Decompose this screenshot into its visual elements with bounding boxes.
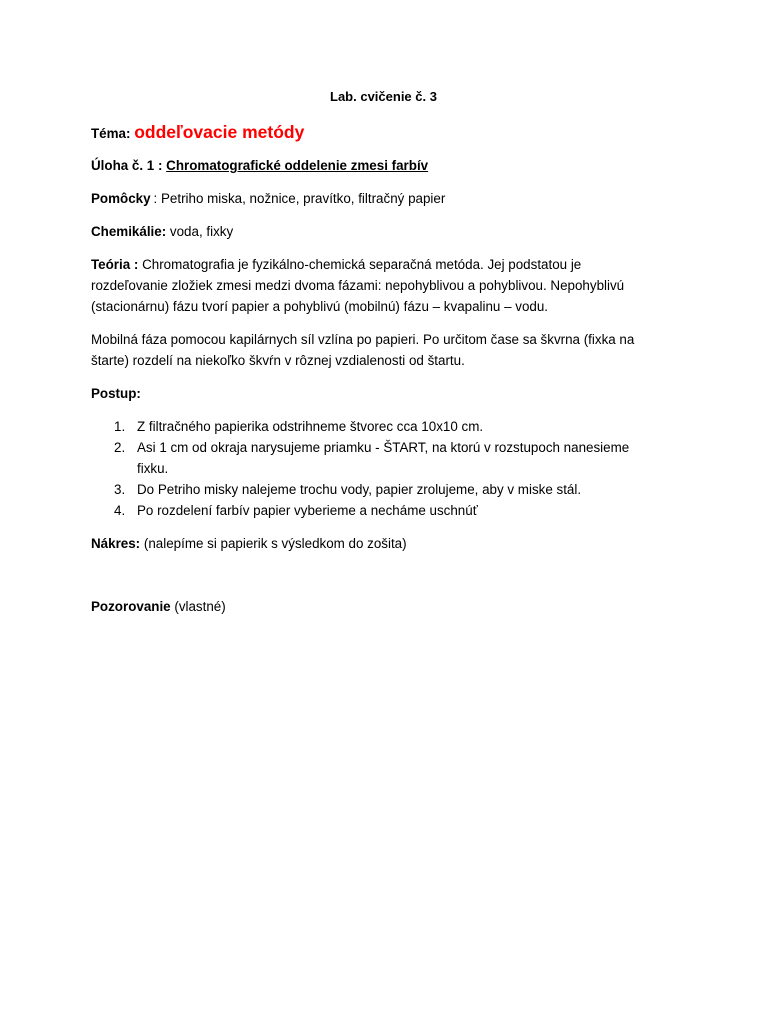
pomocky-paragraph <box>91 188 676 209</box>
pozorovanie-value: (vlastné) <box>174 599 226 614</box>
chemikalie-value: voda, fixky <box>169 224 234 239</box>
chemikalie-paragraph <box>91 221 676 242</box>
list-item <box>91 479 676 500</box>
pomocky-value: : Petriho miska, nožnice, pravítko, filtračný papier <box>153 191 446 206</box>
teoria-text-1: Chromatografia je fyzikálno-chemická separačná metóda. Jej podstatou je <box>142 257 582 272</box>
list-item <box>91 500 676 521</box>
nakres-paragraph <box>91 533 676 554</box>
uloha-label: Úloha č. 1 : <box>91 158 163 173</box>
list-item <box>91 416 676 437</box>
step-text: Po rozdelení farbív papier vyberieme a necháme uschnúť <box>137 503 478 518</box>
step-text-continuation: fixku. <box>137 461 169 476</box>
mobilna-paragraph <box>91 329 676 371</box>
document-title: Lab. cvičenie č. 3 <box>330 89 437 104</box>
chemikalie-label: Chemikálie: <box>91 224 167 239</box>
step-number: 1. <box>114 419 126 434</box>
step-text: Asi 1 cm od okraja narysujeme priamku - ŠTART, na ktorú v rozstupoch nanesieme <box>137 440 630 455</box>
teoria-line-3: (stacionárnu) fázu tvorí papier a pohyblivú (mobilnú) fázu – kvapalinu – vodu. <box>91 299 549 314</box>
tema-value: oddeľovacie metódy <box>134 122 305 142</box>
tema-label: Téma: <box>91 126 131 141</box>
pozorovanie-paragraph <box>91 596 676 617</box>
step-number: 4. <box>114 503 126 518</box>
tema-paragraph <box>91 122 676 144</box>
nakres-label: Nákres: <box>91 536 141 551</box>
step-text: Do Petriho misky nalejeme trochu vody, papier zrolujeme, aby v miske stál. <box>137 482 582 497</box>
postup-heading: Postup: <box>91 386 141 401</box>
mobilna-line-1: Mobilná fáza pomocou kapilárnych síl vzlína po papieri. Po určitom čase sa škvrna (fixka na <box>91 332 635 347</box>
pomocky-label: Pomôcky <box>91 191 151 206</box>
uloha-paragraph <box>91 155 676 176</box>
list-item <box>91 437 676 479</box>
step-number: 3. <box>114 482 126 497</box>
mobilna-line-2: štarte) rozdelí na niekoľko škvŕn v rôznej vzdialenosti od štartu. <box>91 353 465 368</box>
teoria-paragraph <box>91 254 676 317</box>
step-text: Z filtračného papierika odstrihneme štvorec cca 10x10 cm. <box>137 419 484 434</box>
nakres-value: (nalepíme si papierik s výsledkom do zošita) <box>143 536 407 551</box>
step-number: 2. <box>114 440 126 455</box>
pozorovanie-label: Pozorovanie <box>91 599 171 614</box>
uloha-value: Chromatografické oddelenie zmesi farbív <box>166 158 429 173</box>
teoria-line-2: rozdeľovanie zložiek zmesi medzi dvoma fázami: nepohyblivou a pohyblivou. Nepohyblivú <box>91 278 625 293</box>
postup-steps-list <box>91 416 676 521</box>
teoria-line-1 <box>91 254 676 275</box>
teoria-label: Teória : <box>91 257 139 272</box>
document-body <box>91 86 676 617</box>
